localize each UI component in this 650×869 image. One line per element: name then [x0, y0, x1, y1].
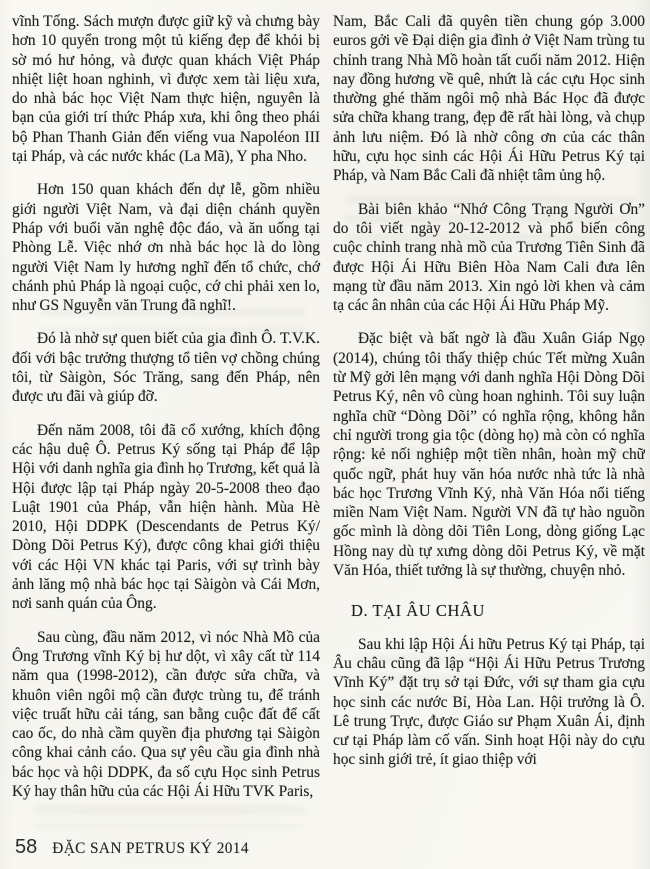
page-footer [15, 836, 249, 859]
right-column [333, 12, 645, 826]
paragraph: Đặc biệt và bất ngờ là đầu Xuân Giáp Ngọ (2014), chúng tôi thấy thiệp chúc Tết mừng Xuân từ Mỹ gởi lên mạng với danh nghĩa Hội Dòng Dõi Petrus Ký, nên vô cùng hoan nghinh. Tôi suy luận nghĩa chữ “Dòng Dõi” có nghĩa rộng, không hẳn chỉ người trong gia tộc (dòng họ) mà còn có nghĩa rộng: kẻ nối nghiệp một tiền nhân, hoàn mỹ chữ quốc ngữ, phát huy văn hóa nước nhà tức là nhà bác học Trương Vĩnh Ký, nhà Văn Hóa nổi tiếng miền Nam Việt Nam. Người VN đã tự hào nguồn gốc mình là dòng dõi Tiên Long, dòng giống Lạc Hồng nay dù tự xưng dòng dõi Petrus Ký, về mặt Văn Hóa, thiết tưởng là sự thường, chuyện nhỏ. [333, 330, 645, 580]
paragraph-continuation: Nam, Bắc Cali đã quyên tiền chung góp 3.000 euros gởi về Đại diện gia đình ở Việt Nam trùng tu chỉnh trang Nhà Mồ hoàn tất cuối năm 2012. Hiện nay đồng hương về quê, nhứt là các cựu Học sinh thường ghé thăm ngôi mộ nhà Bác Học đã được sửa chữa khang trang, đẹp đẽ rất hài lòng, và chụp ảnh lưu niệm. Đó là nhờ công ơn của các thân hữu, cựu học sinh các Hội Ái Hữu Petrus Ký tại Pháp, và Nam Bắc Cali đã nhiệt tâm ủng hộ. [333, 13, 645, 185]
publication-title: ĐẶC SAN PETRUS KÝ 2014 [52, 840, 249, 857]
page-number: 58 [15, 836, 38, 858]
paragraph: Đến năm 2008, tôi đã cổ xướng, khích động các hậu duệ Ô. Petrus Ký sống tại Pháp để lập Hội với danh nghĩa gia đình họ Trương, kết quả là Hội được lập tại Pháp ngày 20-5-2008 theo đạo Luật 1901 của Pháp, vẫn hiện hành. Mùa Hè 2010, Hội DDPK (Descendants de Petrus Ký/ Dòng Dõi Petrus Ký), được công khai giới thiệu với các Hội VN khác tại Paris, với sự trình bày ảnh lăng mộ nhà bác học tại Sàigòn và Cái Mơn, nơi sanh quán của Ông. [12, 421, 320, 613]
paragraph: Sau cùng, đầu năm 2012, vì nóc Nhà Mồ của Ông Trương vĩnh Ký bị hư dột, vì xây cất từ 114 năm qua (1998-2012), cần được sửa chữa, và khuôn viên ngôi mộ cần được trùng tu, để tránh việc truất hữu cải táng, san bằng cuộc đất để cất cao ốc, do nhà cầm quyền địa phương tại Sàigòn công khai cảnh cáo. Qua sự yêu cầu gia đình nhà bác học và hội DDPK, đa số cựu Học sinh Petrus Ký hay thân hữu của các Hội Ái Hữu TVK Paris, [12, 628, 320, 800]
text-columns [12, 12, 645, 826]
paragraph: Đó là nhờ sự quen biết của gia đình Ô. T.V.K. đối với bậc trưởng thượng tổ tiên vợ chồng chúng tôi, từ Sàigòn, Sóc Trăng, sang đến Pháp, nên được ưu đãi và giúp đỡ. [12, 330, 320, 406]
paragraph: Sau khi lập Hội Ái hữu Petrus Ký tại Pháp, tại Âu châu cũng đã lập “Hội Ái Hữu Petrus Trương Vĩnh Ký” đặt trụ sở tại Đức, với sự tham gia cựu học sinh các nước Bỉ, Hòa Lan. Hội trưởng là Ô. Lê trung Trực, được Giáo sư Phạm Xuân Ái, định cư tại Pháp làm cố vấn. Sinh hoạt Hội này do cựu học sinh giới trẻ, ít giao thiệp với [333, 635, 645, 769]
paragraph: Bài biên khảo “Nhớ Công Trạng Người Ơn” do tôi viết ngày 20-12-2012 và phổ biến công cuộc chỉnh trang nhà mồ của Trương Tiên Sinh đã được Hội Ái Hữu Biên Hòa Nam Cali đưa lên mạng từ đầu năm 2013. Xin ngỏ lời khen và cảm tạ các ân nhân của các Hội Ái Hữu Pháp Mỹ. [333, 200, 645, 315]
section-heading: D. TẠI ÂU CHÂU [351, 601, 485, 621]
left-column [12, 12, 320, 826]
paragraph: Hơn 150 quan khách đến dự lễ, gồm nhiều giới người Việt Nam, và đại diện chánh quyền Pháp với buổi văn nghệ độc đáo, và ăn uống tại Phòng Lễ. Việc nhớ ơn nhà bác học là do lòng người Việt Nam ly hương nghĩ đến tổ chức, chớ chánh phủ Pháp là ngoại cuộc, cớ chi phải xen lo, như GS Nguyễn văn Trung đã nghĩ!. [12, 181, 320, 315]
paragraph-continuation: vĩnh Tống. Sách mượn được giữ kỹ và chưng bày hơn 10 quyển trong một tủ kiếng đẹp để khỏi bị sờ mó hư hỏng, và được quan khách Việt Pháp nhiệt liệt hoan nghinh, vì được xem tài liệu xưa, do nhà bác học Việt Nam thực hiện, nguyên là bạn của giới trí thức Pháp xưa, khi ông theo phái bộ Phan Thanh Giản đến viếng vua Napoléon III tại Pháp, và các nước khác (La Mã), Y pha Nho. [12, 13, 320, 166]
